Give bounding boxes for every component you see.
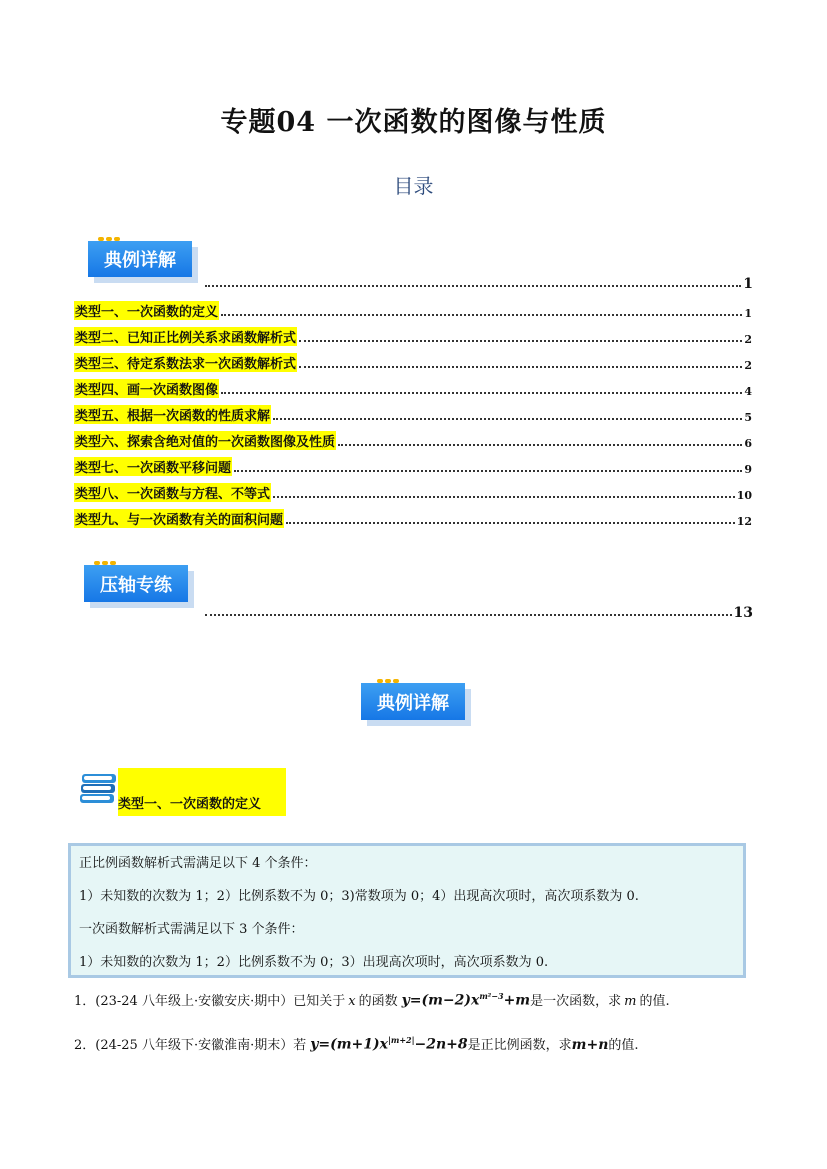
toc-item-label: 类型七、一次函数平移问题 xyxy=(74,457,232,476)
dot-leader xyxy=(338,444,742,446)
toc-item[interactable] xyxy=(74,378,752,398)
toc-item-label: 类型九、与一次函数有关的面积问题 xyxy=(74,509,284,528)
dot-leader xyxy=(286,522,735,524)
question-end: 的值. xyxy=(608,1038,639,1053)
type-label xyxy=(118,768,286,816)
page-number: 13 xyxy=(733,605,753,621)
dot-leader xyxy=(234,470,742,472)
dot-leader xyxy=(273,496,735,498)
question-text: 是正比例函数，求 xyxy=(467,1038,572,1053)
toc-item-label: 类型六、探索含绝对值的一次函数图像及性质 xyxy=(74,431,336,450)
toc-item[interactable] xyxy=(74,482,752,502)
formula-tail: +m xyxy=(503,993,531,1009)
question-prefix: 1．(23-24 八年级上·安徽安庆·期中）已知关于 xyxy=(74,994,346,1009)
toc-item[interactable] xyxy=(74,300,752,320)
question-prefix: 2．(24-25 八年级下·安徽淮南·期末）若 xyxy=(74,1038,307,1053)
badge-dots-icon xyxy=(377,679,399,683)
question-text: 是一次函数，求 xyxy=(530,994,622,1009)
toc-entry-practice[interactable] xyxy=(205,601,753,621)
info-line: 一次函数解析式需满足以下 3 个条件： xyxy=(79,922,304,937)
info-line: 正比例函数解析式需满足以下 4 个条件： xyxy=(79,856,317,871)
dot-leader xyxy=(273,418,742,420)
toc-item-label: 类型四、画一次函数图像 xyxy=(74,379,219,398)
dot-leader xyxy=(299,366,742,368)
formula-base: y=(m−2)x xyxy=(401,993,480,1009)
question-2 xyxy=(74,1034,639,1053)
page-number: 12 xyxy=(736,515,752,528)
dot-leader xyxy=(205,614,732,616)
formula-exponent: m²−3 xyxy=(479,991,504,1002)
body-section-badge xyxy=(361,683,465,720)
badge-label: 典例详解 xyxy=(377,692,449,714)
question-text: 的函数 xyxy=(358,994,398,1009)
page-number: 2 xyxy=(744,359,752,372)
info-line: 1）未知数的次数为 1；2）比例系数不为 0；3）出现高次项时，高次项系数为 0. xyxy=(79,955,549,970)
toc-item[interactable] xyxy=(74,326,752,346)
page-number: 4 xyxy=(744,385,752,398)
toc-item[interactable] xyxy=(74,456,752,476)
formula-exponent: |m+2| xyxy=(387,1035,415,1046)
page-number: 2 xyxy=(744,333,752,346)
toc-item-label: 类型一、一次函数的定义 xyxy=(74,301,219,320)
toc-item-label: 类型八、一次函数与方程、不等式 xyxy=(74,483,271,502)
dot-leader xyxy=(221,392,742,394)
dot-leader xyxy=(221,314,742,316)
page-number: 1 xyxy=(743,276,753,292)
type-label-text: 类型一、一次函数的定义 xyxy=(118,797,262,812)
badge-label: 压轴专练 xyxy=(100,574,172,596)
page-number: 1 xyxy=(744,307,752,320)
formula-tail: −2n+8 xyxy=(414,1037,468,1053)
books-icon xyxy=(78,770,118,806)
page-title: 专题04 一次函数的图像与性质 xyxy=(220,107,607,138)
toc-item[interactable] xyxy=(74,404,752,424)
page-number: 9 xyxy=(744,463,752,476)
dot-leader xyxy=(205,285,741,287)
badge-label: 典例详解 xyxy=(104,250,176,271)
dot-leader xyxy=(299,340,742,342)
toc-entry-examples[interactable] xyxy=(205,272,753,292)
question-end: 的值. xyxy=(639,994,670,1009)
section-badge-examples xyxy=(88,241,192,277)
toc-item-label: 类型五、根据一次函数的性质求解 xyxy=(74,405,271,424)
page-number: 10 xyxy=(736,489,752,502)
math-formula-2: m+n xyxy=(571,1037,609,1053)
math-var: x xyxy=(348,994,356,1009)
math-var: m xyxy=(624,994,637,1009)
info-box xyxy=(68,843,746,978)
toc-item[interactable] xyxy=(74,508,752,528)
toc-item-label: 类型三、待定系数法求一次函数解析式 xyxy=(74,353,297,372)
badge-dots-icon xyxy=(94,561,116,565)
question-1 xyxy=(74,990,670,1009)
toc-item-label: 类型二、已知正比例关系求函数解析式 xyxy=(74,327,297,346)
formula-base: y=(m+1)x xyxy=(310,1037,388,1053)
math-formula xyxy=(402,991,531,1009)
info-line: 1）未知数的次数为 1；2）比例系数不为 0；3)常数项为 0；4）出现高次项时，高次项系数为 0. xyxy=(79,889,639,904)
page-number: 5 xyxy=(744,411,752,424)
page-number: 6 xyxy=(744,437,752,450)
section-badge-practice xyxy=(84,565,188,602)
toc-item[interactable] xyxy=(74,430,752,450)
badge-dots-icon xyxy=(98,237,120,241)
toc-heading: 目录 xyxy=(393,174,434,198)
math-formula xyxy=(310,1035,467,1053)
toc-item[interactable] xyxy=(74,352,752,372)
